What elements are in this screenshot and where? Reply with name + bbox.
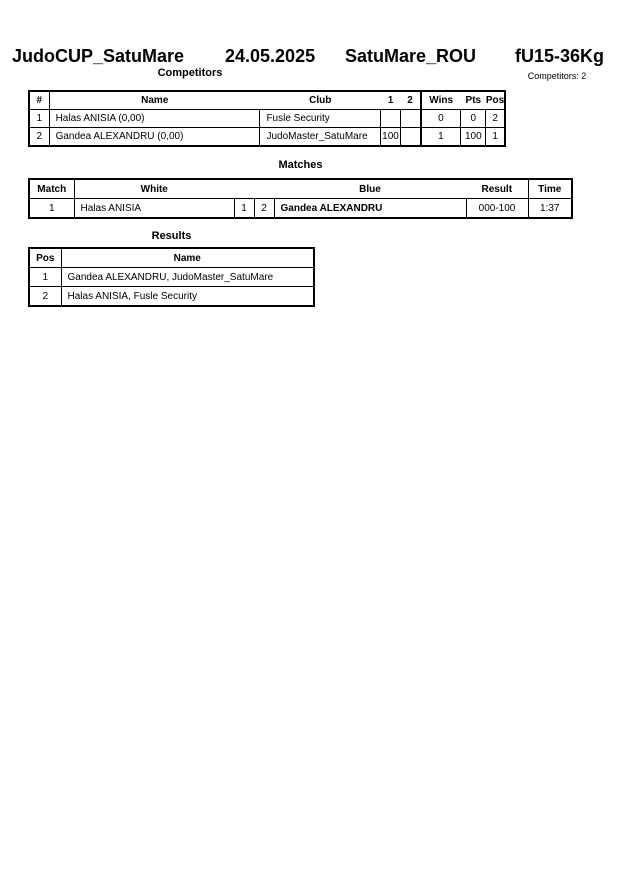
col-header-name: Name [61, 248, 314, 268]
matches-heading: Matches [278, 159, 323, 171]
match-row [29, 199, 572, 219]
competitor-club: JudoMaster_SatuMare [260, 128, 381, 147]
col-header-time: Time [528, 179, 572, 199]
result-name: Gandea ALEXANDRU, JudoMaster_SatuMare [61, 268, 314, 287]
results-table [28, 247, 315, 307]
competitors-count: Competitors: 2 [527, 71, 587, 81]
competitor-name: Gandea ALEXANDRU (0,00) [49, 128, 260, 147]
competitor-club: Fusle Security [260, 110, 381, 128]
competitors-table [28, 90, 506, 147]
match-white-name: Halas ANISIA [74, 199, 234, 219]
match-blue-name: Gandea ALEXANDRU [274, 199, 466, 219]
col-header-number: # [29, 91, 49, 110]
competitor-pts: 100 [461, 128, 486, 147]
title-category: fU15-36Kg [515, 46, 605, 66]
col-header-round1: 1 [380, 91, 400, 110]
match-white-seed: 1 [234, 199, 254, 219]
competitor-row [29, 110, 505, 128]
col-header-pos: Pos [486, 91, 505, 110]
competitor-round2-score [401, 128, 421, 147]
competitor-round1-score [380, 110, 400, 128]
page-title [0, 46, 630, 66]
title-event: JudoCUP_SatuMare [12, 46, 185, 66]
col-header-round2: 2 [401, 91, 421, 110]
col-header-club: Club [260, 91, 381, 110]
competitor-wins: 0 [421, 110, 461, 128]
competitor-row [29, 128, 505, 147]
competitor-number: 2 [29, 128, 49, 147]
competitor-round1-score: 100 [380, 128, 400, 147]
competitors-heading: Competitors [157, 67, 223, 79]
col-header-white-num [234, 179, 254, 199]
competitor-pts: 0 [461, 110, 486, 128]
col-header-blue: Blue [274, 179, 466, 199]
result-pos: 1 [29, 268, 61, 287]
title-date: 24.05.2025 [225, 46, 316, 66]
result-name: Halas ANISIA, Fusle Security [61, 287, 314, 307]
results-header-row [29, 248, 314, 268]
match-time: 1:37 [528, 199, 572, 219]
col-header-name: Name [49, 91, 260, 110]
results-heading: Results [151, 230, 192, 242]
col-header-result: Result [466, 179, 528, 199]
col-header-blue-num [254, 179, 274, 199]
match-blue-seed: 2 [254, 199, 274, 219]
result-row [29, 287, 314, 307]
competitors-header-row [29, 91, 505, 110]
competitor-wins: 1 [421, 128, 461, 147]
result-pos: 2 [29, 287, 61, 307]
col-header-match: Match [29, 179, 74, 199]
competitor-round2-score [401, 110, 421, 128]
competitor-name: Halas ANISIA (0,00) [49, 110, 260, 128]
col-header-white: White [74, 179, 234, 199]
col-header-wins: Wins [421, 91, 461, 110]
matches-table [28, 178, 573, 219]
title-location: SatuMare_ROU [345, 46, 477, 66]
match-result: 000-100 [466, 199, 528, 219]
competitor-pos: 1 [486, 128, 505, 147]
col-header-pos: Pos [29, 248, 61, 268]
match-number: 1 [29, 199, 74, 219]
matches-header-row [29, 179, 572, 199]
competitor-number: 1 [29, 110, 49, 128]
col-header-pts: Pts [461, 91, 486, 110]
competitor-pos: 2 [486, 110, 505, 128]
result-row [29, 268, 314, 287]
